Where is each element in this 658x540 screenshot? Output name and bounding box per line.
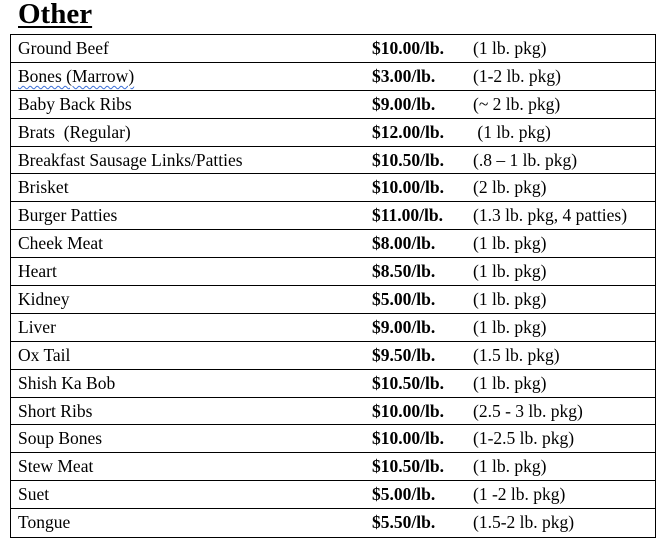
item-name: Brats (Regular) — [18, 121, 131, 142]
item-price: $9.00/lb. — [372, 316, 436, 337]
item-price: $11.00/lb. — [372, 205, 443, 226]
table-row — [11, 119, 655, 147]
item-price: $10.50/lb. — [372, 456, 444, 477]
table-row — [11, 202, 655, 230]
item-name: Brisket — [18, 177, 69, 198]
item-price: $9.50/lb. — [372, 344, 436, 365]
item-name: Bones (Marrow) — [18, 65, 135, 86]
item-package: (2.5 - 3 lb. pkg) — [473, 400, 583, 421]
item-package: (1-2.5 lb. pkg) — [473, 428, 575, 449]
table-row — [11, 63, 655, 91]
table-row — [11, 286, 655, 314]
item-price: $5.50/lb. — [372, 512, 436, 533]
item-package: (1 lb. pkg) — [473, 372, 547, 393]
item-package: (1 -2 lb. pkg) — [473, 484, 566, 505]
item-package: (.8 – 1 lb. pkg) — [473, 149, 578, 170]
item-package: (1.5-2 lb. pkg) — [473, 512, 575, 533]
item-name: Shish Ka Bob — [18, 372, 116, 393]
item-price: $10.00/lb. — [372, 177, 444, 198]
table-row — [11, 174, 655, 202]
item-name: Tongue — [18, 512, 71, 533]
item-price: $10.00/lb. — [372, 38, 444, 58]
item-name: Kidney — [18, 289, 70, 310]
item-name: Ox Tail — [18, 344, 71, 365]
item-name: Soup Bones — [18, 428, 103, 449]
item-price: $10.50/lb. — [372, 372, 444, 393]
item-name: Baby Back Ribs — [18, 93, 132, 114]
table-row — [11, 481, 655, 509]
item-package: (2 lb. pkg) — [473, 177, 547, 198]
item-package: (1.3 lb. pkg, 4 patties) — [473, 205, 628, 226]
item-package: (1-2 lb. pkg) — [473, 65, 561, 86]
item-price: $5.00/lb. — [372, 484, 436, 505]
item-package: (1 lb. pkg) — [473, 289, 547, 310]
table-row — [11, 35, 655, 63]
item-package: (~ 2 lb. pkg) — [473, 93, 561, 114]
item-price: $9.00/lb. — [372, 93, 436, 114]
item-price: $8.00/lb. — [372, 233, 436, 254]
table-row — [11, 314, 655, 342]
table-row — [11, 425, 655, 453]
item-name: Heart — [18, 261, 57, 282]
item-price: $10.00/lb. — [372, 400, 444, 421]
item-name: Burger Patties — [18, 205, 118, 226]
item-name: Stew Meat — [18, 456, 94, 477]
item-price: $3.00/lb. — [372, 65, 436, 86]
section-heading: Other — [18, 0, 93, 30]
table-row — [11, 509, 655, 537]
item-price: $10.50/lb. — [372, 149, 444, 170]
table-row — [11, 147, 655, 175]
table-row — [11, 453, 655, 481]
item-name: Ground Beef — [18, 38, 109, 58]
item-name: Suet — [18, 484, 50, 505]
item-package: (1 lb. pkg) — [473, 261, 547, 282]
item-package: (1 lb. pkg) — [473, 233, 547, 254]
item-package: (1.5 lb. pkg) — [473, 344, 560, 365]
item-price: $8.50/lb. — [372, 261, 436, 282]
item-package: (1 lb. pkg) — [473, 121, 551, 142]
table-row — [11, 91, 655, 119]
item-name: Liver — [18, 316, 56, 337]
table-row — [11, 370, 655, 398]
item-price: $5.00/lb. — [372, 289, 436, 310]
table-row — [11, 398, 655, 426]
table-row — [11, 230, 655, 258]
item-package: (1 lb. pkg) — [473, 38, 547, 58]
price-table — [10, 34, 656, 538]
item-price: $10.00/lb. — [372, 428, 444, 449]
item-price: $12.00/lb. — [372, 121, 444, 142]
table-row — [11, 258, 655, 286]
item-name: Cheek Meat — [18, 233, 104, 254]
table-row — [11, 342, 655, 370]
item-package: (1 lb. pkg) — [473, 456, 547, 477]
item-name: Breakfast Sausage Links/Patties — [18, 149, 243, 170]
item-name: Short Ribs — [18, 400, 93, 421]
item-package: (1 lb. pkg) — [473, 316, 547, 337]
